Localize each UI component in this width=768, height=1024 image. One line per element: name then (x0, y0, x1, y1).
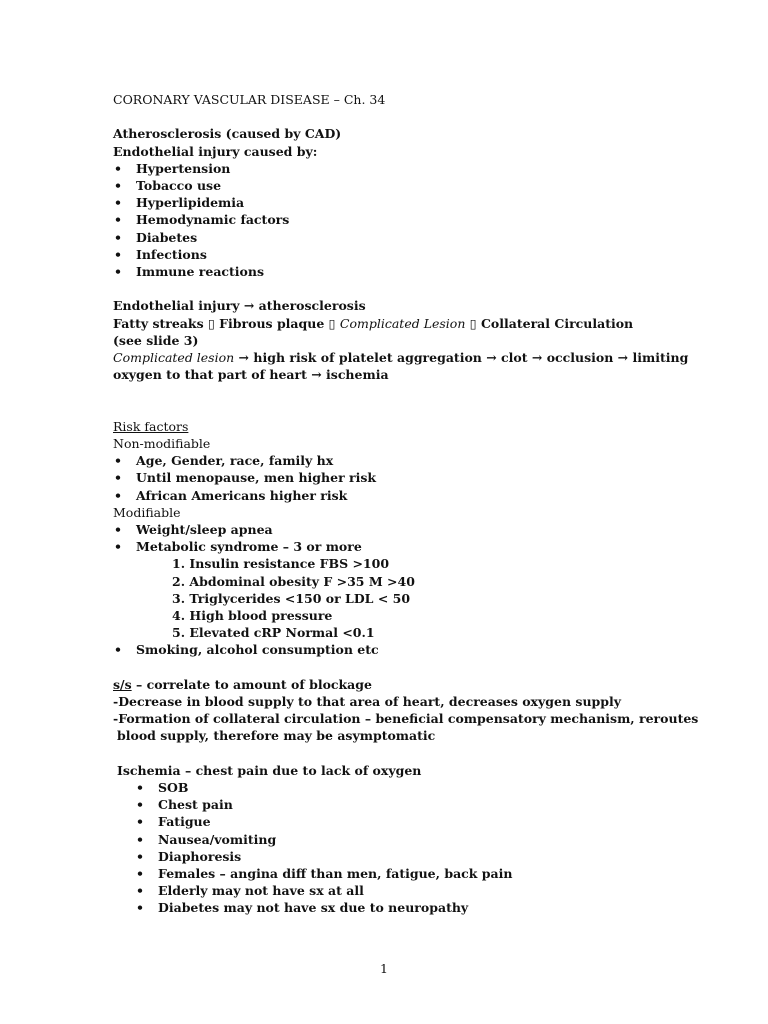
atherosclerosis-heading: Atherosclerosis (caused by CAD) (113, 126, 342, 142)
list-item: 1. Insulin resistance FBS >100 (172, 556, 390, 572)
list-item: • Tobacco use (113, 177, 733, 194)
list-item: • Until menopause, men higher risk (113, 469, 733, 486)
document-page (113, 91, 733, 917)
signs-symptoms-label: s/s (113, 676, 132, 692)
list-item: • Fatigue (113, 813, 733, 830)
non-modifiable-list (113, 452, 733, 504)
progression-text: → high risk of platelet aggregation → clot → occlusion → limiting (234, 350, 689, 366)
complicated-lesion-term: Complicated lesion (113, 350, 235, 366)
see-slide-note: (see slide 3) (113, 332, 199, 348)
list-item: • Smoking, alcohol consumption etc (113, 641, 733, 658)
progression-text: ▯ Collateral Circulation (465, 315, 634, 331)
list-item: • Nausea/vomiting (113, 831, 733, 848)
list-item: • Immune reactions (113, 263, 733, 280)
modifiable-list (113, 521, 733, 555)
spacer (113, 280, 733, 297)
list-item: 2. Abdominal obesity F >35 M >40 (172, 573, 415, 589)
risk-factors-heading: Risk factors (113, 418, 189, 434)
causes-list (113, 160, 733, 280)
signs-symptoms-line-3: -Formation of collateral circulation – beneficial compensatory mechanism, reroutes (113, 711, 699, 727)
progression-line-5: oxygen to that part of heart → ischemia (113, 367, 389, 383)
signs-symptoms-text: – correlate to amount of blockage (131, 676, 372, 692)
list-item: 3. Triglycerides <150 or LDL < 50 (172, 590, 411, 606)
document-title: CORONARY VASCULAR DISEASE – Ch. 34 (113, 92, 386, 107)
modifiable-label: Modifiable (113, 504, 181, 520)
signs-symptoms-line-2: -Decrease in blood supply to that area of heart, decreases oxygen supply (113, 694, 622, 710)
list-item: • African Americans higher risk (113, 487, 733, 504)
list-item: 4. High blood pressure (172, 608, 333, 624)
complicated-lesion-term: Complicated Lesion (339, 315, 466, 331)
progression-text: Fatty streaks ▯ Fibrous plaque ▯ (113, 315, 340, 331)
ischemia-symptoms-list (113, 779, 733, 917)
signs-symptoms-line-1 (113, 676, 733, 693)
list-item: • Chest pain (113, 796, 733, 813)
endothelial-injury-intro: Endothelial injury caused by: (113, 143, 318, 159)
list-item: • Age, Gender, race, family hx (113, 452, 733, 469)
list-item: • Diabetes may not have sx due to neuropathy (113, 899, 733, 916)
signs-symptoms-line-4: blood supply, therefore may be asymptomatic (117, 728, 436, 744)
list-item: 5. Elevated cRP Normal <0.1 (172, 625, 375, 641)
progression-line-2 (113, 315, 733, 332)
list-item: • Diabetes (113, 229, 733, 246)
metabolic-criteria-list (113, 555, 733, 641)
spacer (113, 745, 733, 762)
list-item: • SOB (113, 779, 733, 796)
list-item: • Elderly may not have sx at all (113, 882, 733, 899)
list-item: • Females – angina diff than men, fatigue, back pain (113, 865, 733, 882)
list-item: • Hypertension (113, 160, 733, 177)
progression-line-4 (113, 349, 733, 366)
list-item: • Metabolic syndrome – 3 or more (113, 538, 733, 555)
progression-line-1: Endothelial injury → atherosclerosis (113, 298, 366, 314)
list-item: • Infections (113, 246, 733, 263)
non-modifiable-label: Non-modifiable (113, 436, 211, 452)
page-number: 1 (380, 961, 388, 976)
modifiable-list-continued (113, 641, 733, 658)
list-item: • Weight/sleep apnea (113, 521, 733, 538)
list-item: • Hemodynamic factors (113, 211, 733, 228)
ischemia-heading: Ischemia – chest pain due to lack of oxygen (117, 762, 422, 778)
spacer (113, 659, 733, 676)
list-item: • Diaphoresis (113, 848, 733, 865)
spacer (113, 108, 733, 125)
list-item: • Hyperlipidemia (113, 194, 733, 211)
spacer (113, 383, 733, 417)
